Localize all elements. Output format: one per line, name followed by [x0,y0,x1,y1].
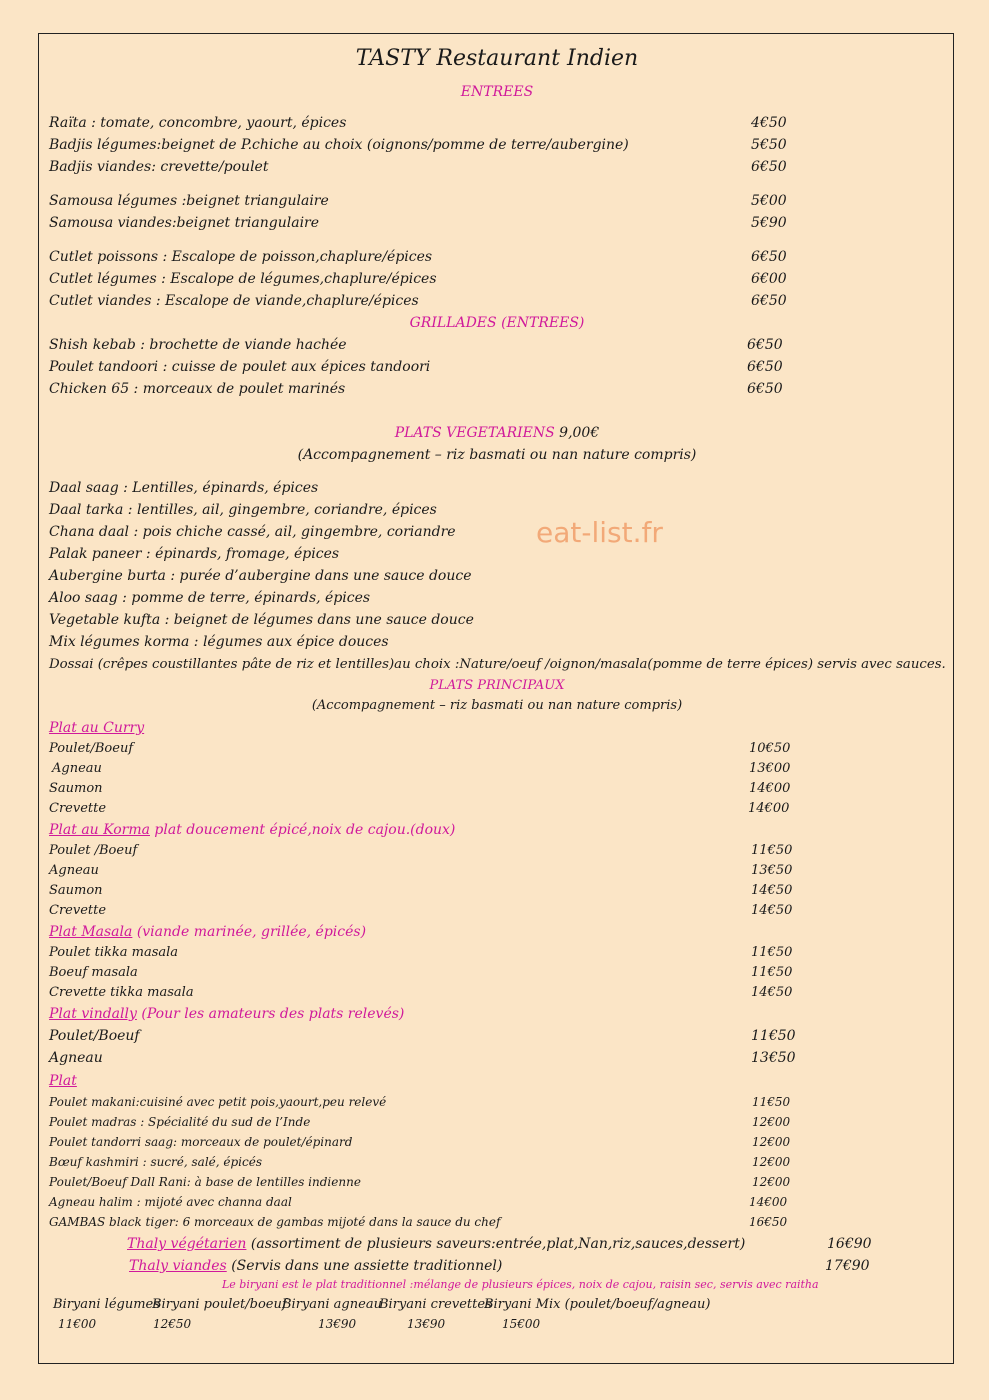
vegetariens-note: (Accompagnement – riz basmati ou nan nature compris) [297,447,697,463]
menu-item: Poulet tandorri saag: morceaux de poulet/épinard 12€00 [49,1135,791,1149]
veg-item: Dossai (crêpes coustillantes pâte de riz et lentilles)au choix :Nature/oeuf /oignon/masala(pomme de terre épices) servis avec sauces. [49,657,946,672]
menu-item: Crevette 14€50 [49,903,793,918]
menu-item: Badjis légumes:beignet de P.chiche au choix (oignons/pomme de terre/aubergine) 5€50 [49,137,787,153]
menu-item: Agneau 13€50 [49,1050,796,1066]
korma-desc: plat doucement épicé,noix de cajou.(doux) [154,822,456,838]
biryani-item: Biryani crevettes [379,1297,492,1312]
menu-item: Samousa viandes:beignet triangulaire 5€90 [49,215,787,231]
thaly-item: Thaly viandes (Servis dans une assiette traditionnel) [129,1258,503,1274]
menu-item: Poulet madras : Spécialité du sud de l’Inde 12€00 [49,1115,791,1129]
menu-item: Chicken 65 : morceaux de poulet marinés 6€50 [49,381,783,397]
biryani-item: Biryani poulet/boeuf [152,1297,287,1312]
menu-item: Poulet makani:cuisiné avec petit pois,yaourt,peu relevé 11€50 [49,1095,791,1109]
veg-item: Daal tarka : lentilles, ail, gingembre, coriandre, épices [49,502,437,518]
masala-heading: Plat Masala (viande marinée, grillée, épicés) [49,924,367,940]
thaly-price: 17€90 [825,1258,870,1274]
biryani-item: Biryani légumes [53,1297,160,1312]
menu-item: Raïta : tomate, concombre, yaourt, épices 4€50 [49,115,787,131]
menu-item: Shish kebab : brochette de viande hachée 6€50 [49,337,783,353]
menu-item: Badjis viandes: crevette/poulet 6€50 [49,159,787,175]
menu-item: Poulet/Boeuf 10€50 [49,741,791,756]
menu-item: Poulet /Boeuf 11€50 [49,843,793,858]
biryani-price: 11€00 [58,1317,97,1331]
menu-item: Saumon 14€50 [49,883,793,898]
menu-item: Poulet/Boeuf 11€50 [49,1028,796,1044]
menu-item: Saumon 14€00 [49,781,791,796]
entrees-heading: ENTREES [460,84,534,100]
menu-item: Poulet tikka masala 11€50 [49,945,793,960]
thaly-item: Thaly végétarien (assortiment de plusieurs saveurs:entrée,plat,Nan,riz,sauces,dessert) [127,1236,746,1252]
biryani-item: Biryani agneau [282,1297,382,1312]
veg-item: Daal saag : Lentilles, épinards, épices [49,480,319,496]
menu-item: Samousa légumes :beignet triangulaire 5€00 [49,193,787,209]
menu-item: Crevette tikka masala 14€50 [49,985,793,1000]
biryani-note: Le biryani est le plat traditionnel :mélange de plusieurs épices, noix de cajou, raisin sec, servis avec raitha [222,1278,819,1291]
vindally-heading: Plat vindally (Pour les amateurs des plats relevés) [49,1006,405,1022]
veg-item: Aubergine burta : purée d’aubergine dans une sauce douce [49,568,472,584]
veg-item: Chana daal : pois chiche cassé, ail, gingembre, coriandre [49,524,456,540]
principaux-note: (Accompagnement – riz basmati ou nan nature compris) [311,698,683,713]
principaux-heading: PLATS PRINCIPAUX [429,678,565,693]
menu-item: GAMBAS black tiger: 6 morceaux de gambas mijoté dans la sauce du chef 16€50 [49,1215,788,1229]
vegetariens-price: 9,00€ [559,425,600,441]
grillades-heading: GRILLADES (ENTREES) [409,315,585,331]
menu-item: Poulet/Boeuf Dall Rani: à base de lentilles indienne 12€00 [49,1175,791,1189]
restaurant-title: TASTY Restaurant Indien [355,46,639,71]
veg-item: Palak paneer : épinards, fromage, épices [49,546,340,562]
menu-item: Crevette 14€00 [49,801,790,816]
menu-item: Poulet tandoori : cuisse de poulet aux épices tandoori 6€50 [49,359,783,375]
biryani-price: 15€00 [502,1317,541,1331]
watermark: eat-list.fr [536,516,663,549]
thaly-price: 16€90 [827,1236,872,1252]
menu-item: Cutlet viandes : Escalope de viande,chaplure/épices 6€50 [49,293,787,309]
vindally-desc: (Pour les amateurs des plats relevés) [141,1006,405,1022]
menu-item: Agneau 13€00 [52,761,791,776]
biryani-price: 13€90 [407,1317,446,1331]
curry-heading: Plat au Curry [49,720,145,736]
menu-item: Agneau halim : mijoté avec channa daal 14€00 [49,1195,788,1209]
veg-item: Mix légumes korma : légumes aux épice douces [49,634,389,650]
veg-item: Aloo saag : pomme de terre, épinards, épices [49,590,371,606]
menu-item: Agneau 13€50 [49,863,793,878]
biryani-price: 12€50 [153,1317,192,1331]
masala-desc: (viande marinée, grillée, épicés) [136,924,367,940]
menu-item: Cutlet légumes : Escalope de légumes,chaplure/épices 6€00 [49,271,787,287]
menu-frame [38,33,954,1364]
menu-item: Boeuf masala 11€50 [49,965,793,980]
vegetariens-heading: PLATS VEGETARIENS 9,00€ [394,425,600,441]
biryani-item: Biryani Mix (poulet/boeuf/agneau) [484,1297,711,1312]
biryani-price: 13€90 [318,1317,357,1331]
menu-item: Bœuf kashmiri : sucré, salé, épicés 12€00 [49,1155,791,1169]
veg-item: Vegetable kufta : beignet de légumes dans une sauce douce [49,612,474,628]
plat-heading: Plat [49,1073,77,1089]
menu-item: Cutlet poissons : Escalope de poisson,chaplure/épices 6€50 [49,249,787,265]
korma-heading: Plat au Korma plat doucement épicé,noix de cajou.(doux) [49,822,456,838]
